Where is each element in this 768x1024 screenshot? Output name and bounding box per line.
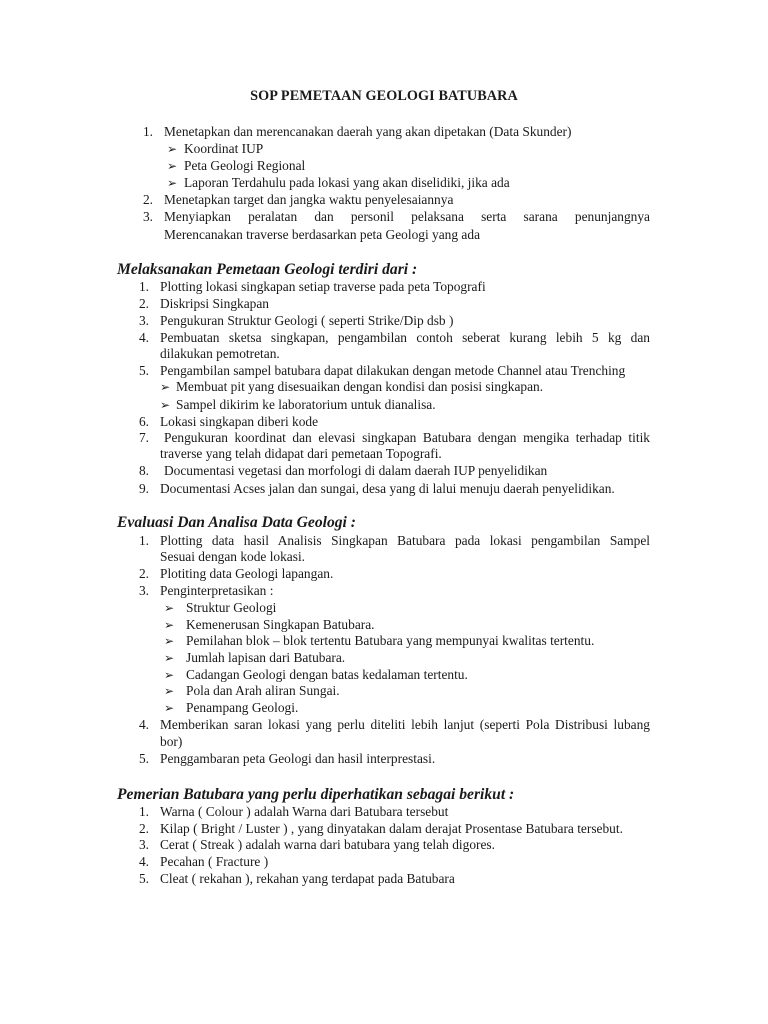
list-number: 2. (138, 821, 149, 836)
list-item: Documentasi Acses jalan dan sungai, desa yang di lalui menuju daerah penyelidikan. (160, 481, 615, 496)
list-number: 1. (142, 124, 153, 139)
list-item: Menyiapkan peralatan dan personil pelaksana serta sarana penunjangnya (164, 209, 650, 224)
list-item: Lokasi singkapan diberi kode (160, 414, 319, 429)
arrowhead-bullet-icon: ➢ (164, 601, 175, 615)
list-item: Pengukuran Struktur Geologi ( seperti Strike/Dip dsb ) (160, 313, 454, 328)
sub-list-item: Peta Geologi Regional (184, 158, 306, 173)
list-number: 1. (138, 533, 149, 548)
list-number: 5. (138, 871, 149, 886)
arrowhead-bullet-icon: ➢ (164, 701, 175, 715)
sub-list-item: Penampang Geologi. (186, 700, 299, 715)
arrowhead-bullet-icon: ➢ (164, 651, 175, 665)
list-item-continuation: traverse yang telah didapat dari pemetaan Topografi. (160, 446, 442, 461)
list-item: Penginterpretasikan : (160, 583, 274, 598)
list-number: 2. (138, 566, 149, 581)
sub-list-item: Laporan Terdahulu pada lokasi yang akan diselidiki, jika ada (184, 175, 510, 190)
list-item-continuation: Merencanakan traverse berdasarkan peta Geologi yang ada (164, 227, 481, 242)
list-number: 6. (138, 414, 149, 429)
list-item: Pengambilan sampel batubara dapat dilakukan dengan metode Channel atau Trenching (160, 363, 626, 378)
arrowhead-bullet-icon: ➢ (164, 634, 175, 648)
list-item: Kilap ( Bright / Luster ) , yang dinyatakan dalam derajat Prosentase Batubara tersebut. (160, 821, 623, 836)
sub-list-item: Struktur Geologi (186, 600, 277, 615)
list-number: 4. (138, 854, 149, 869)
sub-list-item: Cadangan Geologi dengan batas kedalaman tertentu. (186, 667, 468, 682)
sub-list-item: Membuat pit yang disesuaikan dengan kondisi dan posisi singkapan. (176, 379, 544, 394)
list-item: Warna ( Colour ) adalah Warna dari Batubara tersebut (160, 804, 449, 819)
list-item-continuation: dilakukan pemotretan. (160, 346, 280, 361)
arrowhead-bullet-icon: ➢ (160, 380, 171, 394)
sub-list-item: Jumlah lapisan dari Batubara. (186, 650, 346, 665)
list-item: Plotiting data Geologi lapangan. (160, 566, 334, 581)
list-item-continuation: bor) (160, 734, 183, 749)
list-number: 5. (138, 751, 149, 766)
list-item: Diskripsi Singkapan (160, 296, 269, 311)
sub-list-item: Pola dan Arah aliran Sungai. (186, 683, 340, 698)
list-item: Penggambaran peta Geologi dan hasil interprestasi. (160, 751, 436, 766)
list-number: 3. (142, 209, 153, 224)
arrowhead-bullet-icon: ➢ (164, 684, 175, 698)
list-number: 4. (138, 330, 149, 345)
section-heading: Melaksanakan Pemetaan Geologi terdiri dari : (117, 261, 418, 278)
list-number: 5. (138, 363, 149, 378)
list-item: Cleat ( rekahan ), rekahan yang terdapat pada Batubara (160, 871, 455, 886)
list-item: Plotting data hasil Analisis Singkapan Batubara pada lokasi pengambilan Sampel (160, 533, 650, 548)
arrowhead-bullet-icon: ➢ (167, 176, 178, 190)
list-number: 3. (138, 583, 149, 598)
list-item-continuation: Sesuai dengan kode lokasi. (160, 549, 306, 564)
list-number: 1. (138, 804, 149, 819)
list-item: Menetapkan target dan jangka waktu penyelesaiannya (164, 192, 454, 207)
list-number: 3. (138, 837, 149, 852)
section-heading: Evaluasi Dan Analisa Data Geologi : (117, 514, 356, 531)
arrowhead-bullet-icon: ➢ (164, 668, 175, 682)
arrowhead-bullet-icon: ➢ (167, 159, 178, 173)
list-number: 2. (142, 192, 153, 207)
list-item: Documentasi vegetasi dan morfologi di dalam daerah IUP penyelidikan (164, 463, 548, 478)
document-title: SOP PEMETAAN GEOLOGI BATUBARA (250, 88, 518, 104)
list-item: Menetapkan dan merencanakan daerah yang akan dipetakan (Data Skunder) (164, 124, 572, 139)
list-item: Pecahan ( Fracture ) (160, 854, 269, 869)
arrowhead-bullet-icon: ➢ (164, 618, 175, 632)
sub-list-item: Sampel dikirim ke laboratorium untuk dianalisa. (176, 397, 436, 412)
sub-list-item: Koordinat IUP (184, 141, 264, 156)
list-item: Memberikan saran lokasi yang perlu diteliti lebih lanjut (seperti Pola Distribusi lubang (160, 717, 650, 732)
arrowhead-bullet-icon: ➢ (167, 142, 178, 156)
section-heading: Pemerian Batubara yang perlu diperhatikan sebagai berikut : (117, 786, 515, 803)
list-item: Pengukuran koordinat dan elevasi singkapan Batubara dengan mengika terhadap titik (164, 430, 650, 445)
list-item: Cerat ( Streak ) adalah warna dari batubara yang telah digores. (160, 837, 495, 852)
list-number: 2. (138, 296, 149, 311)
list-number: 7. (138, 430, 149, 445)
list-item: Plotting lokasi singkapan setiap traverse pada peta Topografi (160, 279, 486, 294)
sub-list-item: Pemilahan blok – blok tertentu Batubara yang mempunyai kwalitas tertentu. (186, 633, 595, 648)
sub-list-item: Kemenerusan Singkapan Batubara. (186, 617, 375, 632)
arrowhead-bullet-icon: ➢ (160, 398, 171, 412)
list-item: Pembuatan sketsa singkapan, pengambilan contoh seberat kurang lebih 5 kg dan (160, 330, 650, 345)
list-number: 8. (138, 463, 149, 478)
list-number: 4. (138, 717, 149, 732)
list-number: 3. (138, 313, 149, 328)
list-number: 1. (138, 279, 149, 294)
list-number: 9. (138, 481, 149, 496)
